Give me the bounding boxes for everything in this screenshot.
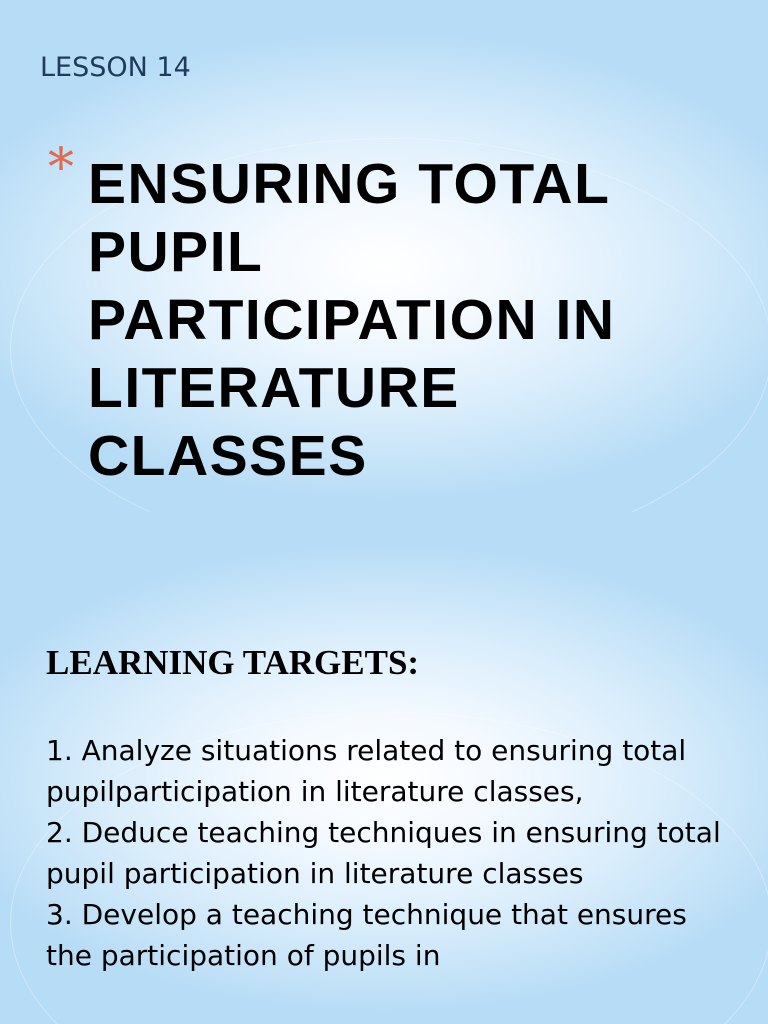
learning-targets-slide bbox=[0, 512, 768, 1024]
lesson-label: LESSON 14 bbox=[40, 52, 191, 83]
learning-target-item: 1. Analyze situations related to ensuring total pupilparticipation in literature classes, bbox=[46, 734, 687, 808]
learning-targets-list bbox=[46, 731, 736, 976]
slide-title: ENSURING TOTAL PUPIL PARTICIPATION IN LITERATURE CLASSES bbox=[88, 152, 616, 488]
learning-target-item: 2. Deduce teaching techniques in ensuring total pupil participation in literature classes bbox=[46, 815, 721, 890]
asterisk-bullet-icon: * bbox=[48, 138, 74, 198]
learning-targets-heading: LEARNING TARGETS: bbox=[46, 643, 420, 682]
learning-target-item: 3. Develop a teaching technique that ensures the participation of pupils in bbox=[46, 897, 687, 972]
